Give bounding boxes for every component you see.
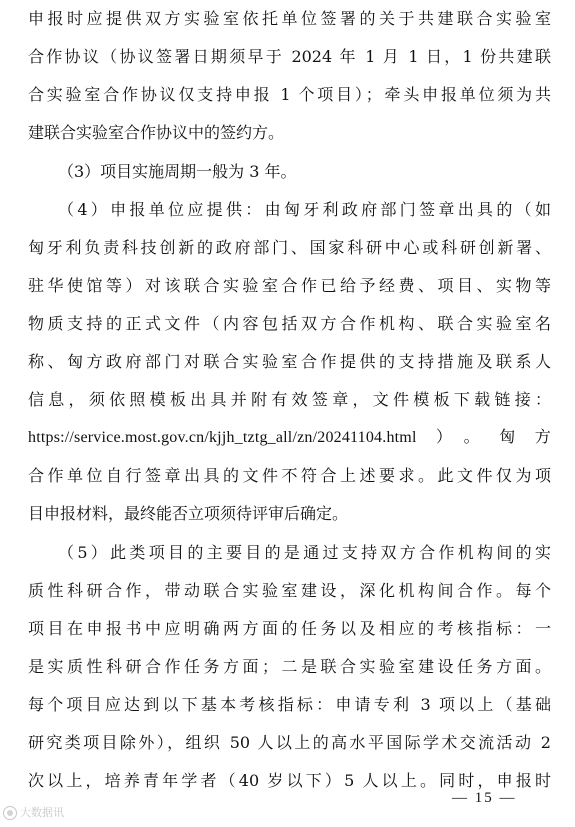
paragraph-line: 合实验室合作协议仅支持申报 1 个项目）；牵头申报单位须为共 [28,85,551,104]
paragraph-line: 称、匈方政府部门对联合实验室合作提供的支持措施及联系人 [28,352,551,371]
paragraph-line: 目申报材料，最终能否立项须待评审后确定。 [28,504,349,523]
paragraph-line: 研究类项目除外），组织 50 人以上的高水平国际学术交流活动 2 [28,733,551,752]
paragraph-line: （4）申报单位应提供：由匈牙利政府部门签章出具的（如 [58,200,551,219]
paragraph-line: 质性科研合作，带动联合实验室建设，深化机构间合作。每个 [28,581,551,600]
paragraph-line: （5）此类项目的主要目的是通过支持双方合作机构间的实 [58,543,551,562]
paragraph-line: 建联合实验室合作协议中的签约方。 [28,123,285,142]
paragraph-line: 匈牙利负责科技创新的政府部门、国家科研中心或科研创新署、 [28,238,551,257]
watermark [3,804,64,820]
paragraph-line: 合作协议（协议签署日期须早于 2024 年 1 月 1 日，1 份共建联 [28,47,551,66]
page-number: — 15 — [452,790,517,806]
paragraph-line: 驻华使馆等）对该联合实验室合作已给予经费、项目、实物等 [28,276,551,295]
paragraph-line: 申报时应提供双方实验室依托单位签署的关于共建联合实验室 [28,9,551,28]
paragraph-line: 合作单位自行签章出具的文件不符合上述要求。此文件仅为项 [28,466,551,485]
paragraph-line: 每个项目应达到以下基本考核指标：申请专利 3 项以上（基础 [28,695,551,714]
paragraph-line: 项目在申报书中应明确两方面的任务以及相应的考核指标：一 [28,619,551,638]
paragraph-line: （3）项目实施周期一般为 3 年。 [58,162,297,181]
paragraph-line: 次以上，培养青年学者（40 岁以下）5 人以上。同时，申报时 [28,771,551,790]
paragraph-line: 是实质性科研合作任务方面；二是联合实验室建设任务方面。 [28,657,551,676]
paragraph-line: 信息，须依照模板出具并附有效签章，文件模板下载链接： [28,390,551,409]
watermark-logo-icon [3,806,17,820]
paragraph-line: 物质支持的正式文件（内容包括双方合作机构、联合实验室名 [28,314,551,333]
watermark-text: 大数据讯 [20,806,64,819]
download-link-line: https://service.most.gov.cn/kjjh_tztg_all/zn/20241104.html）。匈方 [28,429,551,446]
